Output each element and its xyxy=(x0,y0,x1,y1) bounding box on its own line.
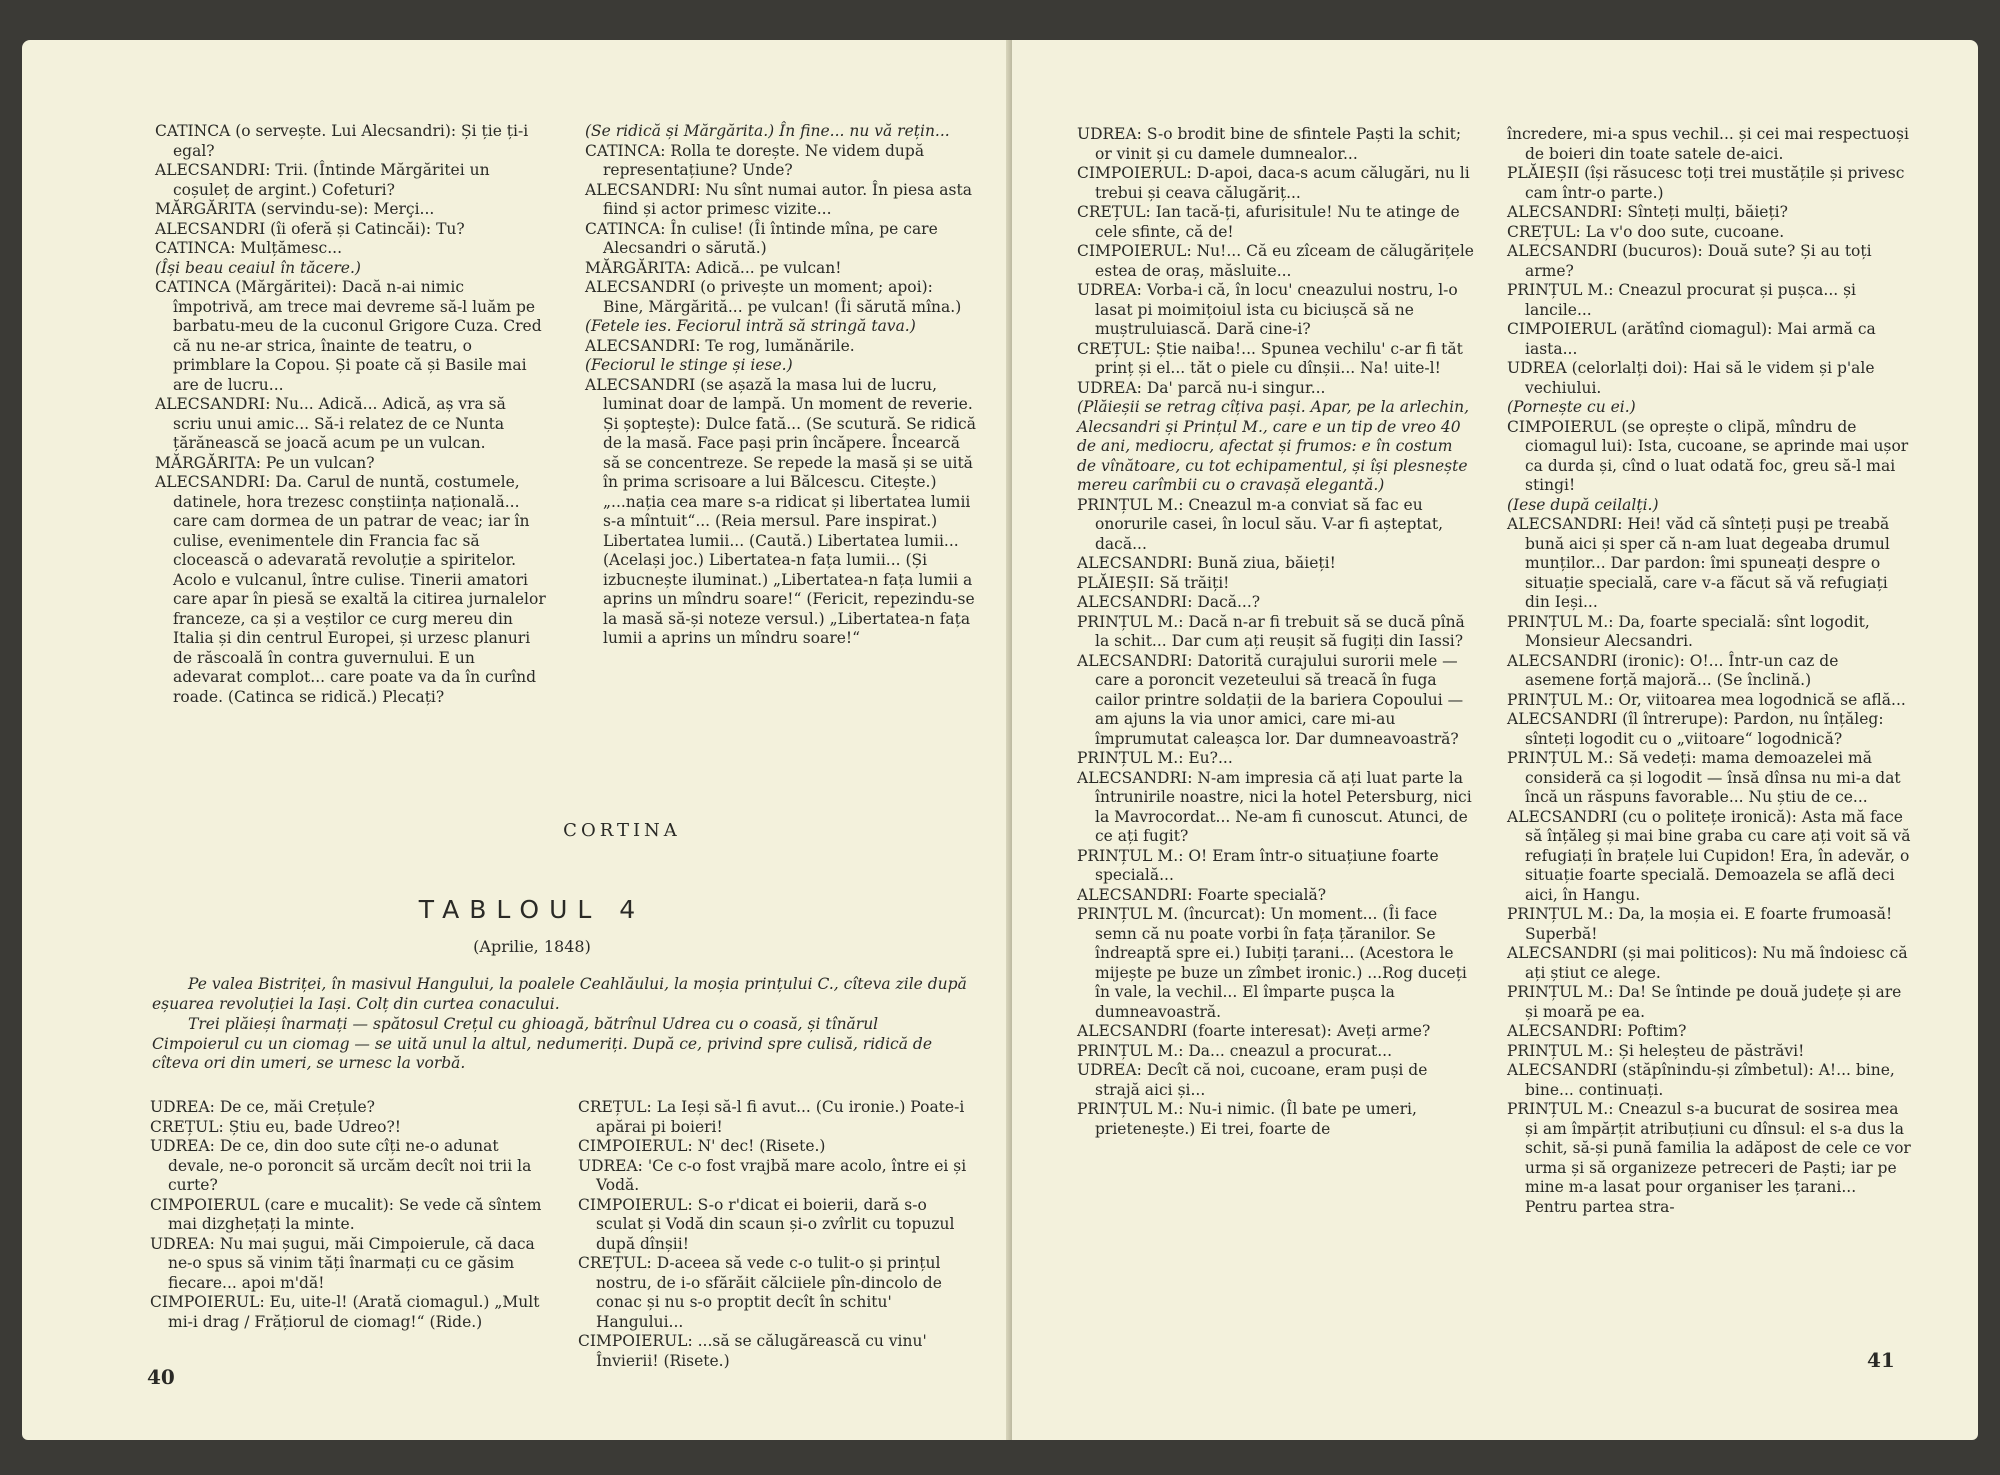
dialogue-line: ALECSANDRI: Hei! văd că sînteți puși pe treabă bună aici și sper că n-am luat degeaba drumul munților... Dar pardon: îmi spuneați despre o situație specială, care v-a făcut să vă refugiați din Ieși... xyxy=(1507,515,1890,611)
dialogue-line: ALECSANDRI: Te rog, lumănările. xyxy=(585,336,855,355)
left-page xyxy=(22,40,1010,1440)
dialogue-line: MĂRGĂRITA: Pe un vulcan? xyxy=(155,453,375,472)
dialogue-line: CIMPOIERUL: Nu!... Că eu zîceam de călugărițele estea de oraș, măsluite... xyxy=(1077,242,1474,280)
left-column-1 xyxy=(155,122,547,822)
tableau-date: (Aprilie, 1848) xyxy=(473,937,591,956)
dialogue-line: ALECSANDRI (și mai politicos): Nu mă îndoiesc că ați știut ce alege. xyxy=(1507,944,1908,982)
dialogue-line: UDREA: Da' parcă nu-i singur... xyxy=(1077,378,1326,397)
dialogue-line: PLĂIEȘII (își răsucesc toți trei mustățile și privesc cam într-o parte.) xyxy=(1507,164,1905,202)
dialogue-line: CIMPOIERUL (care e mucalit): Se vede că sîntem mai dizghețați la minte. xyxy=(150,1195,542,1233)
dialogue-line: PRINȚUL M.: Cneazul m-a conviat să fac eu onorurile casei, în locul său. V-ar fi așteptat, dacă... xyxy=(1077,495,1444,553)
dialogue-line: MĂRGĂRITA (servindu-se): Merçi... xyxy=(155,200,435,218)
dialogue-line: PRINȚUL M.: Să vedeți: mama demoazelei mă consideră ca și logodit — însă dînsa nu mi-a dat încă un răspuns favorable... Nu știu de ce... xyxy=(1507,749,1901,806)
dialogue-line: MĂRGĂRITA: Adică... pe vulcan! xyxy=(585,258,842,277)
dialogue-line: CREȚUL: Știe naiba!... Spunea vechilu' c-ar fi tăt prinț și el... tăt o piele cu dînșii... Na! uite-l! xyxy=(1077,339,1463,377)
dialogue-line: PRINȚUL M.: Cneazul procurat și pușca... și lancile... xyxy=(1507,281,1857,319)
dialogue-line: CATINCA: Mulțămesc... xyxy=(155,239,342,257)
dialogue-line: PLĂIEȘII: Să trăiți! xyxy=(1077,573,1230,592)
tableau-title: TABLOUL 4 xyxy=(418,895,646,924)
dialogue-line: CREȚUL: La Ieși să-l fi avut... (Cu ironie.) Poate-i apărai pi boieri! xyxy=(578,1098,965,1136)
dialogue-line: (Se ridică și Mărgărita.) În fine... nu vă rețin... xyxy=(585,122,950,140)
dialogue-line: ALECSANDRI: Poftim? xyxy=(1507,1022,1687,1040)
left-column-2 xyxy=(585,122,977,822)
dialogue-line: CREȚUL: La v'o doo sute, cucoane. xyxy=(1507,222,1785,241)
left-column-3 xyxy=(150,1098,542,1378)
dialogue-line: ALECSANDRI: Foarte specială? xyxy=(1077,885,1327,904)
dialogue-line: PRINȚUL M. (încurcat): Un moment... (Îi face semn că nu poate vorbi în fața țăranilor. Se îndreaptă spre ei.) Iubiți țarani... (Acestora le mijește pe buze un zîmbet ironic.) ...Rog duceți în vale, la vechil... El împarte pușca la dumneavoastră. xyxy=(1077,905,1467,1021)
curtain-label: CORTINA xyxy=(563,820,681,841)
dialogue-line: UDREA: Vorba-i că, în locu' cneazului nostru, l-o lasat pi moimițoiul ista cu biciușcă să ne muștruluiască. Dară cine-i? xyxy=(1077,281,1458,338)
dialogue-line: PRINȚUL M.: Da, la moșia ei. E foarte frumoasă! Superbă! xyxy=(1507,905,1893,943)
dialogue-line: PRINȚUL M.: Cneazul s-a bucurat de sosirea mea și am împărțit atribuțiuni cu dînsul: el s-a dus la schit, să-și pună familia la adăpost de cele ce vor urma și să organizeze petreceri de Paști; iar pe mine m-a lasat pour organiser les țarani... Pentru partea stra- xyxy=(1507,1100,1911,1216)
dialogue-line: ALECSANDRI: Datorită curajului surorii mele — care a poroncit vezeteului să treacă în fuga cailor printre soldații de la bariera Copoului — am ajuns la via unor amici, care mi-au împrumutat caleașca lor. Dar dumneavoastră? xyxy=(1077,651,1464,748)
right-column-1 xyxy=(1077,125,1475,1370)
page-number-left: 40 xyxy=(147,1365,175,1389)
dialogue-line: ALECSANDRI: Trii. (Întinde Mărgăritei un coșuleț de argint.) Cofeturi? xyxy=(155,161,490,199)
dialogue-line: ALECSANDRI (ironic): O!... Într-un caz de asemene forță majoră... (Se înclină.) xyxy=(1507,651,1839,689)
dialogue-line: CATINCA (o servește. Lui Alecsandri): Și ție ți-i egal? xyxy=(155,122,529,160)
page-number-right: 41 xyxy=(1867,1348,1895,1372)
dialogue-line: CIMPOIERUL: N' dec! (Risete.) xyxy=(578,1137,826,1155)
dialogue-line: (Fetele ies. Feciorul intră să stringă tava.) xyxy=(585,317,916,335)
dialogue-line: ALECSANDRI (îl întrerupe): Pardon, nu înțăleg: sînteți logodit cu o „viitoare“ logodnică? xyxy=(1507,710,1884,748)
dialogue-line: CIMPOIERUL: D-apoi, daca-s acum călugări, nu li trebui și ceava călugăriț... xyxy=(1077,164,1470,202)
dialogue-line: PRINȚUL M.: Eu?... xyxy=(1077,749,1233,767)
dialogue-line: ALECSANDRI: Sînteți mulți, băieți? xyxy=(1507,203,1788,221)
left-column-4 xyxy=(578,1098,970,1378)
dialogue-line: (Iese după ceilalți.) xyxy=(1507,495,1659,514)
dialogue-line: PRINȚUL M.: Da... cneazul a procurat... xyxy=(1077,1041,1392,1060)
dialogue-line: încredere, mi-a spus vechil... și cei mai respectuoși de boieri din toate satele de-aici. xyxy=(1507,125,1909,163)
dialogue-line: UDREA: S-o brodit bine de sfintele Paști la schit; or vinit și cu damele dumnealor... xyxy=(1077,125,1462,163)
dialogue-line: CREȚUL: Știu eu, bade Udreo?! xyxy=(150,1117,402,1136)
dialogue-line: CIMPOIERUL (arătînd ciomagul): Mai armă ca iasta... xyxy=(1507,320,1876,358)
right-column-2 xyxy=(1507,125,1912,1370)
dialogue-line: UDREA: De ce, din doo sute cîți ne-o adunat devale, ne-o poroncit să urcăm decît noi trii la curte? xyxy=(150,1137,532,1194)
dialogue-line: ALECSANDRI: Nu sînt numai autor. În piesa asta fiind și actor primesc vizite... xyxy=(585,180,972,218)
dialogue-line: ALECSANDRI: N-am impresia că ați luat parte la întrunirile noastre, nici la hotel Petersburg, nici la Mavrocordat... Ne-am fi cunoscut. Atunci, de ce ați fugit? xyxy=(1077,768,1472,845)
dialogue-line: ALECSANDRI (o privește un moment; apoi): Bine, Mărgărită... pe vulcan! (Îi sărută mîna.) xyxy=(585,278,962,316)
dialogue-line: UDREA: Nu mai șugui, măi Cimpoierule, că daca ne-o spus să vinim tăți înarmați cu ce găsim fiecare... apoi m'dă! xyxy=(150,1234,535,1292)
dialogue-line: (Feciorul le stinge și iese.) xyxy=(585,356,793,374)
dialogue-line: CREȚUL: D-aceea să vede c-o tulit-o și prințul nostru, de i-o sfărăit călciiele pîn-dincolo de conac și nu s-o proptit decît în schitu' Hangului... xyxy=(578,1254,942,1331)
dialogue-line: (Pornește cu ei.) xyxy=(1507,398,1636,416)
dialogue-line: ALECSANDRI: Nu... Adică... Adică, aș vra să scriu unui amic... Să-i relatez de ce Nunta țărănească se joacă acum pe un vulcan. xyxy=(155,395,506,452)
dialogue-line: (Plăieșii se retrag cîțiva pași. Apar, pe la arlechin, Alecsandri și Prințul M., care e un tip de vreo 40 de ani, mediocru, afectat și frumos: e în costum de vînătoare, cu tot echipamentul, și își plesnește mereu carîmbii cu o cravașă elegantă.) xyxy=(1077,398,1470,494)
dialogue-line: ALECSANDRI (stăpînindu-și zîmbetul): A!... bine, bine... continuați. xyxy=(1507,1061,1895,1099)
dialogue-line: ALECSANDRI (îi oferă și Catincăi): Tu? xyxy=(155,219,465,238)
dialogue-line: CATINCA: Rolla te dorește. Ne videm după representațiune? Unde? xyxy=(585,141,925,179)
dialogue-line: CIMPOIERUL: S-o r'dicat ei boierii, dară s-o sculat și Vodă din scaun și-o zvîrlit cu topuzul după dînșii! xyxy=(578,1195,955,1253)
dialogue-line: PRINȚUL M.: Dacă n-ar fi trebuit să se ducă pînă la schit... Dar cum ați reușit să fugiți din Iassi? xyxy=(1077,612,1465,650)
dialogue-line: PRINȚUL M.: O! Eram într-o situațiune foarte specială... xyxy=(1077,846,1439,884)
dialogue-line: PRINȚUL M.: Și heleșteu de păstrăvi! xyxy=(1507,1041,1805,1060)
dialogue-line: PRINȚUL M.: Nu-i nimic. (Îl bate pe umeri, prietenește.) Ei trei, foarte de xyxy=(1077,1100,1417,1138)
stage-direction-1: Pe valea Bistriței, în masivul Hangului, la poalele Ceahlăului, la moșia prințului C., cîteva zile după eșuarea revoluției la Iași. Colț din curtea conacului. xyxy=(152,975,967,1013)
right-page xyxy=(1012,40,1978,1440)
dialogue-line: ALECSANDRI: Da. Carul de nuntă, costumele, datinele, hora trezesc conștiința națională... care cam dormea de un patrar de veac; iar în culise, evenimentele din Francia fac să clocească o adevarată revoluție a spiritelor. Acolo e vulcanul, între culise. Tinerii amatori care apar în piesă se exaltă la citirea jurnalelor franceze, ca și a veștilor ce curg mereu din Italia și din centrul Europei, și urzesc planuri de răscoală în contra guvernului. E un adevarat complot... care poate va da în curînd roade. (Catinca se ridică.) Plecați? xyxy=(155,473,546,706)
dialogue-line: (Își beau ceaiul în tăcere.) xyxy=(155,258,361,277)
dialogue-line: CIMPOIERUL: ...să se călugărească cu vinu' Învierii! (Risete.) xyxy=(578,1332,927,1370)
dialogue-line: UDREA: De ce, măi Crețule? xyxy=(150,1098,375,1116)
dialogue-line: CREȚUL: Ian tacă-ți, afurisitule! Nu te atinge de cele sfinte, că de! xyxy=(1077,203,1460,241)
dialogue-line: UDREA (celorlalți doi): Hai să le videm și p'ale vechiului. xyxy=(1507,359,1875,397)
dialogue-line: ALECSANDRI: Bună ziua, băieți! xyxy=(1077,554,1336,572)
dialogue-line: PRINȚUL M.: Or, viitoarea mea logodnică se află... xyxy=(1507,690,1906,709)
dialogue-line: UDREA: Decît că noi, cucoane, eram puși de strajă aici și... xyxy=(1077,1061,1428,1099)
dialogue-line: UDREA: 'Ce c-o fost vrajbă mare acolo, între ei și Vodă. xyxy=(578,1156,967,1194)
dialogue-line: PRINȚUL M.: Da! Se întinde pe două județe și are și moară pe ea. xyxy=(1507,983,1902,1021)
dialogue-line: PRINȚUL M.: Da, foarte specială: sînt logodit, Monsieur Alecsandri. xyxy=(1507,612,1870,650)
dialogue-line: ALECSANDRI (bucuros): Două sute? Și au toți arme? xyxy=(1507,242,1872,280)
dialogue-line: ALECSANDRI (se așază la masa lui de lucru, luminat doar de lampă. Un moment de reverie. Și șoptește): Dulce fată... (Se scutură. Se ridică de la masă. Face pași prin încăpere. Încearcă să se concentreze. Se repede la masă și se uită în prima scrisoare a lui Bălcescu. Citește.) „...nația cea mare s-a ridicat și libertatea lumii s-a mîntuit“... (Reia mersul. Pare inspirat.) Libertatea lumii... (Caută.) Libertatea lumii... (Același joc.) Libertatea-n fața lumii... (Și izbucnește iluminat.) „Libertatea-n fața lumii a aprins un mîndru soare!“ (Fericit, repezindu-se la masă să-și noteze versul.) „Libertatea-n fața lumii a aprins un mîndru soare!“ xyxy=(585,375,976,647)
dialogue-line: CIMPOIERUL: Eu, uite-l! (Arată ciomagul.) „Mult mi-i drag / Frățiorul de ciomag!“ (Ride.) xyxy=(150,1293,540,1331)
dialogue-line: CATINCA (Mărgăritei): Dacă n-ai nimic împotrivă, am trece mai devreme să-l luăm pe barbatu-meu de la cuconul Grigore Cuza. Cred că nu ne-ar strica, înainte de teatru, o primblare la Copou. Și poate că și Basile mai are de lucru... xyxy=(155,278,542,394)
dialogue-line: ALECSANDRI (cu o politețe ironică): Asta mă face să înțăleg și mai bine graba cu care ați voit să vă refugiați în brațele lui Cupidon! Era, în adevăr, o situație foarte specială. Demoazela se află deci aici, în Hangu. xyxy=(1507,807,1911,904)
stage-direction-2: Trei plăieși înarmați — spătosul Crețul cu ghioagă, bătrînul Udrea cu o coasă, și tînărul Cimpoierul cu un ciomag — se uită unul la altul, nedumeriți. După ce, privind spre culisă, ridică de cîteva ori din umeri, se urnesc la vorbă. xyxy=(152,1015,932,1072)
dialogue-line: CATINCA: În culise! (Îi întinde mîna, pe care Alecsandri o sărută.) xyxy=(585,219,938,257)
dialogue-line: CIMPOIERUL (se oprește o clipă, mîndru de ciomagul lui): Ista, cucoane, se aprinde mai ușor ca durda și, cînd o luat odată foc, greu să-l mai stingi! xyxy=(1507,417,1909,494)
dialogue-line: ALECSANDRI (foarte interesat): Aveți arme? xyxy=(1077,1022,1431,1040)
dialogue-line: ALECSANDRI: Dacă...? xyxy=(1077,593,1261,611)
